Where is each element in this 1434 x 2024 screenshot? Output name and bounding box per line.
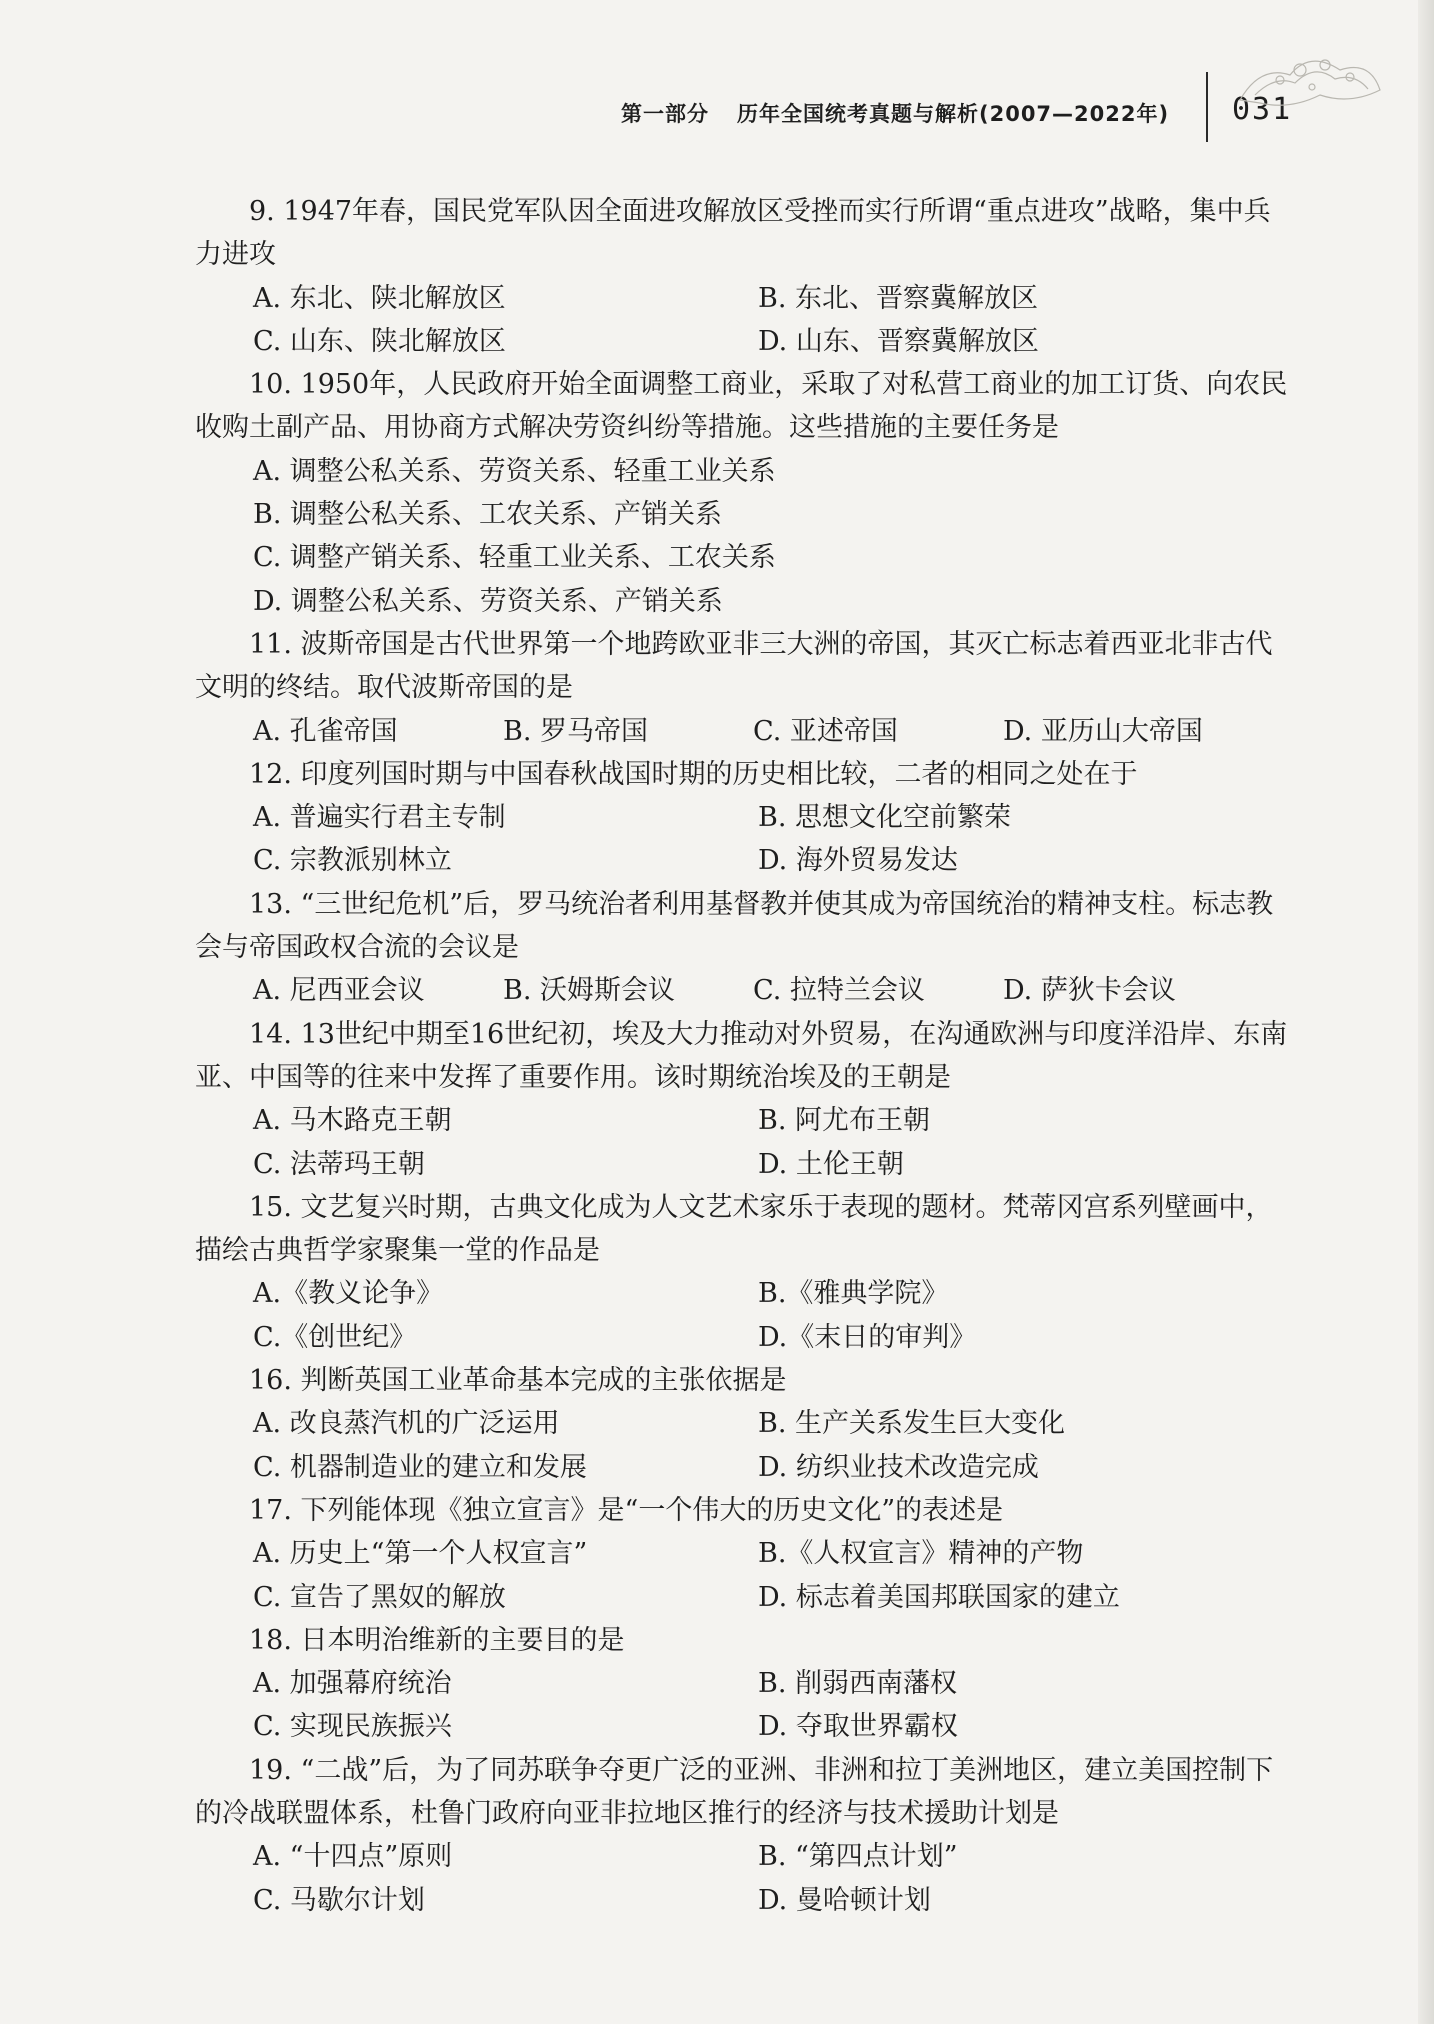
answer-option: B. 思想文化空前繁荣 [758, 802, 1012, 834]
answer-option: B. 生产关系发生巨大变化 [758, 1408, 1066, 1440]
answer-options [195, 1099, 1295, 1186]
answer-option: D. 亚历山大帝国 [1003, 715, 1203, 747]
answer-option: B.《雅典学院》 [758, 1278, 949, 1310]
answer-option: D.《末日的审判》 [758, 1321, 977, 1353]
corner-ornament-icon [1230, 45, 1390, 115]
question-item [195, 363, 1295, 623]
answer-option: C. 宗教派别林立 [253, 845, 452, 877]
question-item [195, 190, 1295, 363]
answer-option: A. “十四点”原则 [253, 1841, 453, 1873]
answer-option: C. 拉特兰会议 [753, 975, 925, 1007]
answer-option: C. 机器制造业的建立和发展 [253, 1451, 587, 1483]
header-part: 第一部分 [621, 102, 709, 126]
question-stem: 19. “二战”后，为了同苏联争夺更广泛的亚洲、非洲和拉丁美洲地区，建立美国控制下的冷战联盟体系，杜鲁门政府向亚非拉地区推行的经济与技术援助计划是 [195, 1754, 1274, 1829]
answer-options [195, 277, 1295, 364]
question-item [195, 753, 1295, 883]
question-stem: 9. 1947年春，国民党军队因全面进攻解放区受挫而实行所谓“重点进攻”战略，集中兵力进攻 [195, 196, 1271, 271]
answer-option: A. 加强幕府统治 [253, 1668, 452, 1700]
answer-option: B. 阿尤布王朝 [758, 1105, 931, 1137]
answer-option: C. 实现民族振兴 [253, 1711, 452, 1743]
answer-option: C. 马歇尔计划 [253, 1884, 425, 1916]
question-item [195, 1359, 1295, 1489]
answer-options [195, 1532, 1295, 1619]
question-stem: 12. 印度列国时期与中国春秋战国时期的历史相比较，二者的相同之处在于 [249, 758, 1138, 790]
answer-option: B.《人权宣言》精神的产物 [758, 1538, 1084, 1570]
answer-option: C. 调整产销关系、轻重工业关系、工农关系 [253, 542, 776, 574]
header-title: 历年全国统考真题与解析(2007—2022年) [737, 102, 1170, 126]
answer-options [195, 450, 1295, 623]
question-stem: 14. 13世纪中期至16世纪初，埃及大力推动对外贸易，在沟通欧洲与印度洋沿岸、东南亚、中国等的往来中发挥了重要作用。该时期统治埃及的王朝是 [195, 1018, 1288, 1093]
answer-option: A. 马木路克王朝 [253, 1105, 452, 1137]
question-item [195, 1619, 1295, 1749]
question-stem: 18. 日本明治维新的主要目的是 [249, 1624, 625, 1656]
question-stem: 10. 1950年，人民政府开始全面调整工商业，采取了对私营工商业的加工订货、向农民收购土副产品、用协商方式解决劳资纠纷等措施。这些措施的主要任务是 [195, 369, 1288, 444]
answer-option: D. 调整公私关系、劳资关系、产销关系 [253, 585, 723, 617]
answer-option: B. “第四点计划” [758, 1841, 958, 1873]
page-number: 031 [1232, 92, 1293, 127]
answer-options [195, 969, 1295, 1012]
header-divider [1206, 72, 1208, 142]
page-edge [1418, 0, 1434, 2024]
answer-options [195, 1662, 1295, 1749]
question-item [195, 883, 1295, 1013]
question-stem: 15. 文艺复兴时期，古典文化成为人文艺术家乐于表现的题材。梵蒂冈宫系列壁画中，描绘古典哲学家聚集一堂的作品是 [195, 1191, 1273, 1267]
answer-options [195, 1272, 1295, 1359]
answer-option: B. 沃姆斯会议 [503, 975, 676, 1007]
answer-option: D. 土伦王朝 [758, 1148, 904, 1180]
answer-option: A. 孔雀帝国 [253, 715, 398, 747]
answer-option: D. 萨狄卡会议 [1003, 975, 1176, 1007]
answer-options [195, 710, 1295, 753]
answer-option: D. 山东、晋察冀解放区 [758, 325, 1039, 357]
answer-option: A. 尼西亚会议 [253, 975, 425, 1007]
answer-option: D. 标志着美国邦联国家的建立 [758, 1581, 1120, 1613]
answer-options [195, 1402, 1295, 1489]
answer-option: D. 纺织业技术改造完成 [758, 1451, 1039, 1483]
answer-option: B. 调整公私关系、工农关系、产销关系 [253, 499, 723, 531]
answer-options [195, 796, 1295, 883]
question-item [195, 1749, 1295, 1922]
answer-option: B. 东北、晋察冀解放区 [758, 282, 1039, 314]
answer-option: A. 东北、陕北解放区 [253, 282, 506, 314]
question-stem: 11. 波斯帝国是古代世界第一个地跨欧亚非三大洲的帝国，其灭亡标志着西亚北非古代文明的终结。取代波斯帝国的是 [195, 628, 1273, 704]
question-item [195, 1186, 1295, 1359]
question-item [195, 1013, 1295, 1186]
question-list [195, 190, 1295, 1922]
question-stem: 13. “三世纪危机”后，罗马统治者利用基督教并使其成为帝国统治的精神支柱。标志教会与帝国政权合流的会议是 [195, 888, 1274, 964]
question-stem: 17. 下列能体现《独立宣言》是“一个伟大的历史文化”的表述是 [249, 1494, 1004, 1526]
answer-option: A. 普遍实行君主专制 [253, 802, 506, 834]
answer-option: A. 改良蒸汽机的广泛运用 [253, 1408, 560, 1440]
question-item [195, 1489, 1295, 1619]
answer-option: C. 宣告了黑奴的解放 [253, 1581, 506, 1613]
answer-option: D. 海外贸易发达 [758, 845, 958, 877]
answer-option: A. 历史上“第一个人权宣言” [253, 1538, 588, 1570]
answer-option: B. 削弱西南藩权 [758, 1668, 958, 1700]
answer-option: A. 调整公私关系、劳资关系、轻重工业关系 [253, 455, 776, 487]
question-item [195, 623, 1295, 753]
answer-option: D. 夺取世界霸权 [758, 1711, 958, 1743]
answer-option: B. 罗马帝国 [503, 715, 649, 747]
answer-option: D. 曼哈顿计划 [758, 1884, 931, 1916]
answer-option: C. 法蒂玛王朝 [253, 1148, 425, 1180]
running-header [600, 92, 1293, 132]
question-stem: 16. 判断英国工业革命基本完成的主张依据是 [249, 1365, 787, 1397]
answer-option: C. 亚述帝国 [753, 715, 898, 747]
answer-option: C. 山东、陕北解放区 [253, 325, 506, 357]
answer-options [195, 1835, 1295, 1922]
answer-option: A.《教义论争》 [253, 1278, 444, 1310]
answer-option: C.《创世纪》 [253, 1321, 417, 1353]
